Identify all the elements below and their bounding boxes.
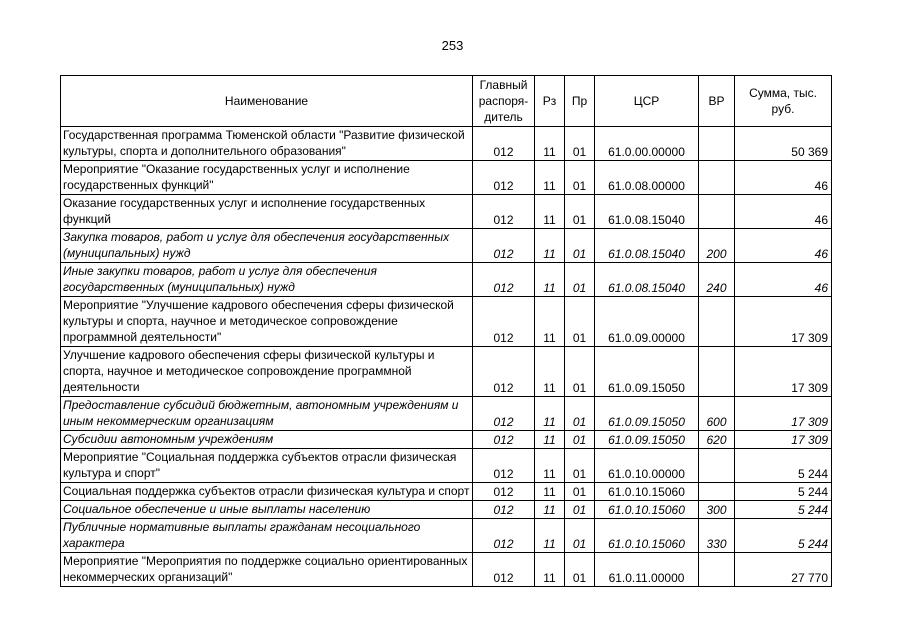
cell-manager: 012: [473, 297, 535, 347]
cell-sum: 46: [735, 263, 832, 297]
cell-sum: 46: [735, 195, 832, 229]
cell-csr: 61.0.09.15050: [595, 397, 699, 431]
cell-rz: 11: [535, 483, 565, 501]
cell-name: Мероприятие "Социальная поддержка субъектов отрасли физическая культура и спорт": [61, 449, 473, 483]
cell-pr: 01: [565, 263, 595, 297]
cell-name: Иные закупки товаров, работ и услуг для обеспечения государственных (муниципальных) нужд: [61, 263, 473, 297]
cell-name: Мероприятие "Улучшение кадрового обеспечения сферы физической культуры и спорта, научное и методическое сопровождение программной деятельности": [61, 297, 473, 347]
cell-vr: 330: [699, 519, 735, 553]
page-number: 253: [441, 38, 464, 53]
cell-pr: 01: [565, 397, 595, 431]
cell-name: Закупка товаров, работ и услуг для обеспечения государственных (муниципальных) нужд: [61, 229, 473, 263]
cell-sum: 5 244: [735, 449, 832, 483]
cell-vr: 200: [699, 229, 735, 263]
cell-name: Мероприятие "Оказание государственных услуг и исполнение государственных функций": [61, 161, 473, 195]
cell-vr: [699, 449, 735, 483]
cell-vr: 300: [699, 501, 735, 519]
cell-name: Предоставление субсидий бюджетным, автономным учреждениям и иным некоммерческим организациям: [61, 397, 473, 431]
cell-manager: 012: [473, 519, 535, 553]
cell-csr: 61.0.08.15040: [595, 195, 699, 229]
cell-pr: 01: [565, 431, 595, 449]
table-row: [61, 553, 832, 587]
table-row: [61, 431, 832, 449]
cell-rz: 11: [535, 553, 565, 587]
cell-csr: 61.0.08.15040: [595, 229, 699, 263]
cell-sum: 17 309: [735, 297, 832, 347]
cell-sum: 17 309: [735, 347, 832, 397]
cell-name: Социальное обеспечение и иные выплаты населению: [61, 501, 473, 519]
cell-manager: 012: [473, 195, 535, 229]
cell-name: Публичные нормативные выплаты гражданам несоциального характера: [61, 519, 473, 553]
cell-name: Социальная поддержка субъектов отрасли физическая культура и спорт: [61, 483, 473, 501]
table-row: [61, 229, 832, 263]
cell-sum: 5 244: [735, 501, 832, 519]
header-manager: Главный распоря-дитель: [473, 76, 535, 127]
cell-rz: 11: [535, 501, 565, 519]
cell-sum: 46: [735, 229, 832, 263]
cell-name: Улучшение кадрового обеспечения сферы физической культуры и спорта, научное и методическое сопровождение программной деятельности: [61, 347, 473, 397]
cell-vr: 620: [699, 431, 735, 449]
cell-pr: 01: [565, 297, 595, 347]
table-row: [61, 161, 832, 195]
header-rz: Рз: [535, 76, 565, 127]
cell-name: Оказание государственных услуг и исполнение государственных функций: [61, 195, 473, 229]
cell-vr: [699, 161, 735, 195]
cell-manager: 012: [473, 431, 535, 449]
cell-sum: 17 309: [735, 397, 832, 431]
cell-sum: 5 244: [735, 519, 832, 553]
cell-pr: 01: [565, 449, 595, 483]
cell-name: Субсидии автономным учреждениям: [61, 431, 473, 449]
cell-rz: 11: [535, 449, 565, 483]
cell-sum: 50 369: [735, 127, 832, 161]
cell-manager: 012: [473, 229, 535, 263]
cell-rz: 11: [535, 297, 565, 347]
cell-vr: [699, 297, 735, 347]
cell-csr: 61.0.10.15060: [595, 501, 699, 519]
cell-vr: 600: [699, 397, 735, 431]
cell-manager: 012: [473, 127, 535, 161]
cell-manager: 012: [473, 501, 535, 519]
budget-table: [60, 75, 832, 587]
cell-rz: 11: [535, 431, 565, 449]
cell-vr: [699, 483, 735, 501]
table-row: [61, 263, 832, 297]
cell-rz: 11: [535, 263, 565, 297]
cell-csr: 61.0.08.00000: [595, 161, 699, 195]
cell-manager: 012: [473, 161, 535, 195]
table-row: [61, 449, 832, 483]
cell-csr: 61.0.11.00000: [595, 553, 699, 587]
cell-pr: 01: [565, 483, 595, 501]
cell-sum: 27 770: [735, 553, 832, 587]
header-csr: ЦСР: [595, 76, 699, 127]
cell-pr: 01: [565, 127, 595, 161]
cell-csr: 61.0.10.15060: [595, 519, 699, 553]
cell-csr: 61.0.10.00000: [595, 449, 699, 483]
header-name: Наименование: [61, 76, 473, 127]
cell-name: Государственная программа Тюменской области "Развитие физической культуры, спорта и дополнительного образования": [61, 127, 473, 161]
table-row: [61, 347, 832, 397]
cell-vr: [699, 127, 735, 161]
cell-pr: 01: [565, 347, 595, 397]
cell-csr: 61.0.08.15040: [595, 263, 699, 297]
cell-vr: 240: [699, 263, 735, 297]
table-row: [61, 397, 832, 431]
cell-manager: 012: [473, 483, 535, 501]
cell-manager: 012: [473, 263, 535, 297]
table-body: [61, 127, 832, 587]
cell-sum: 17 309: [735, 431, 832, 449]
cell-csr: 61.0.10.15060: [595, 483, 699, 501]
cell-csr: 61.0.09.15050: [595, 431, 699, 449]
header-sum: Сумма, тыс. руб.: [735, 76, 832, 127]
cell-name: Мероприятие "Мероприятия по поддержке социально ориентированных некоммерческих организаций": [61, 553, 473, 587]
cell-csr: 61.0.09.00000: [595, 297, 699, 347]
cell-manager: 012: [473, 397, 535, 431]
table-row: [61, 127, 832, 161]
table-header-row: [61, 76, 832, 127]
cell-vr: [699, 553, 735, 587]
cell-rz: 11: [535, 195, 565, 229]
table-row: [61, 297, 832, 347]
cell-pr: 01: [565, 161, 595, 195]
header-vr: ВР: [699, 76, 735, 127]
cell-rz: 11: [535, 347, 565, 397]
cell-sum: 5 244: [735, 483, 832, 501]
cell-pr: 01: [565, 553, 595, 587]
cell-rz: 11: [535, 519, 565, 553]
cell-vr: [699, 195, 735, 229]
cell-csr: 61.0.09.15050: [595, 347, 699, 397]
cell-vr: [699, 347, 735, 397]
cell-csr: 61.0.00.00000: [595, 127, 699, 161]
table-row: [61, 195, 832, 229]
cell-manager: 012: [473, 449, 535, 483]
cell-rz: 11: [535, 229, 565, 263]
cell-sum: 46: [735, 161, 832, 195]
table-row: [61, 501, 832, 519]
cell-rz: 11: [535, 397, 565, 431]
cell-manager: 012: [473, 347, 535, 397]
cell-rz: 11: [535, 161, 565, 195]
cell-pr: 01: [565, 195, 595, 229]
cell-pr: 01: [565, 519, 595, 553]
cell-manager: 012: [473, 553, 535, 587]
cell-pr: 01: [565, 501, 595, 519]
table-row: [61, 483, 832, 501]
header-pr: Пр: [565, 76, 595, 127]
table-row: [61, 519, 832, 553]
cell-rz: 11: [535, 127, 565, 161]
cell-pr: 01: [565, 229, 595, 263]
